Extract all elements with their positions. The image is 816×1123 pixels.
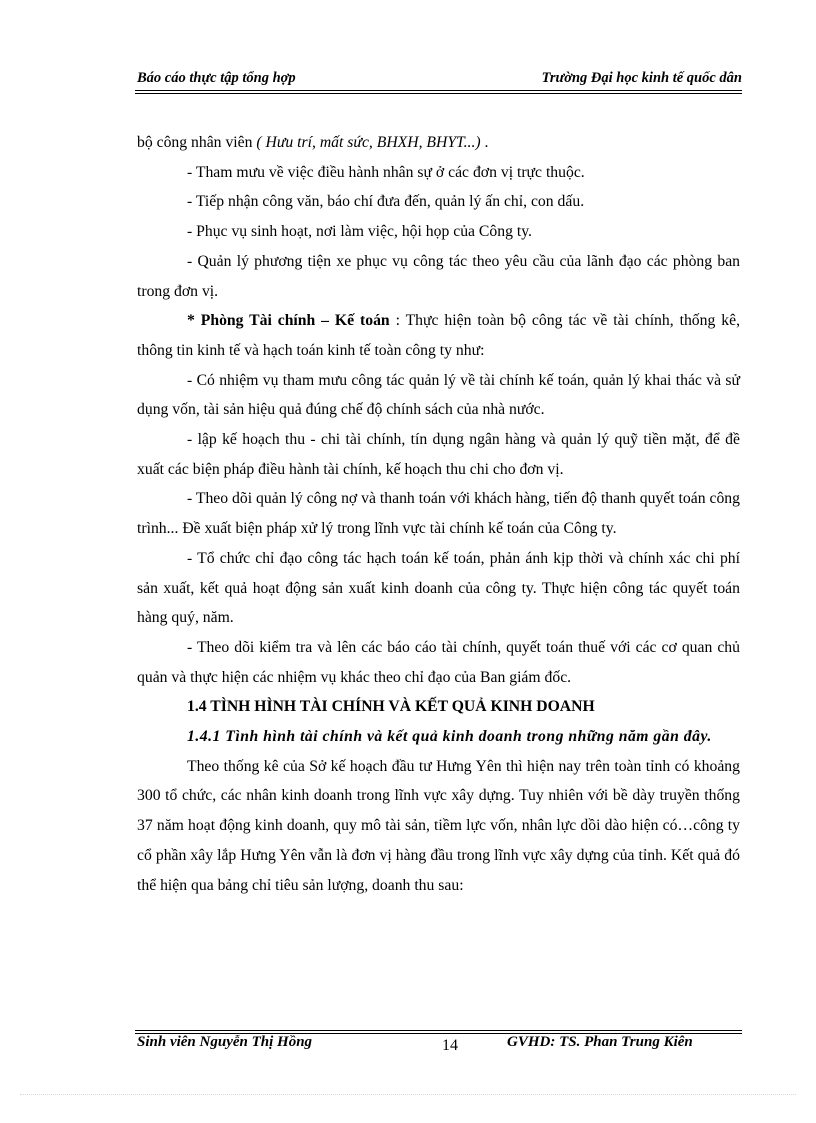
paragraph-text: . [480,134,489,151]
paragraph: - Theo dõi kiểm tra và lên các báo cáo tài chính, quyết toán thuế với các cơ quan chủ quản và thực hiện các nhiệm vụ khác theo chỉ đạo của Ban giám đốc. [137,638,740,686]
paragraph-italic-text: ( Hưu trí, mất sức, BHXH, BHYT...) [256,134,481,151]
page-footer [137,1034,742,1056]
paragraph: - Tiếp nhận công văn, báo chí đưa đến, quản lý ấn chỉ, con dấu. [187,193,585,211]
footer-student: Sinh viên Nguyễn Thị Hồng [137,1034,313,1050]
paragraph: - Tổ chức chỉ đạo công tác hạch toán kế toán, phản ánh kịp thời và chính xác chi phí sản xuất, kết quả hoạt động sản xuất kinh doanh của công ty. Thực hiện công tác quyết toán hàng quý, năm. [137,549,740,627]
footer-advisor: GVHD: TS. Phan Trung Kiên [507,1034,693,1050]
section-heading: 1.4 TÌNH HÌNH TÀI CHÍNH VÀ KẾT QUẢ KINH DOANH [187,698,595,716]
header-report-title: Báo cáo thực tập tổng hợp [137,70,296,86]
header-university: Trường Đại học kinh tế quốc dân [541,70,742,86]
paragraph-text: : Thực hiện toàn bộ công tác về tài chính, thống kê, thông tin kinh tế và hạch toán kinh tế toàn công ty như: [137,312,740,359]
paragraph: - Quản lý phương tiện xe phục vụ công tác theo yêu cầu của lãnh đạo các phòng ban trong đơn vị. [137,252,740,300]
page-number: 14 [442,1037,458,1054]
subsection-heading: 1.4.1 Tình hình tài chính và kết quả kinh doanh trong những năm gần đây. [187,728,712,746]
paragraph: - Theo dõi quản lý công nợ và thanh toán với khách hàng, tiến độ thanh quyết toán công trình... Đề xuất biện pháp xử lý trong lĩnh vực tài chính kế toán của Công ty. [137,490,740,538]
paragraph: - Có nhiệm vụ tham mưu công tác quản lý về tài chính kế toán, quản lý khai thác và sử dụng vốn, tài sản hiệu quả đúng chế độ chính sách của nhà nước. [137,371,740,419]
page-bottom-dotted-line [20,1094,796,1095]
paragraph: - lập kế hoạch thu - chi tài chính, tín dụng ngân hàng và quản lý quỹ tiền mặt, để đề xuất các biện pháp điều hành tài chính, kế hoạch thu chi cho đơn vị. [137,431,740,478]
header-rule [135,90,742,94]
document-body [137,128,740,900]
department-heading: * Phòng Tài chính – Kế toán [187,312,390,330]
paragraph-text: bộ công nhân viên [137,134,257,151]
paragraph [137,128,740,158]
paragraph: - Tham mưu về việc điều hành nhân sự ở các đơn vị trực thuộc. [187,163,585,181]
page-header [137,70,742,92]
paragraph [137,306,740,365]
paragraph: - Phục vụ sinh hoạt, nơi làm việc, hội họp của Công ty. [187,223,532,241]
paragraph: Theo thống kê của Sở kế hoạch đầu tư Hưng Yên thì hiện nay trên toàn tỉnh có khoảng 300 tổ chức, các nhân kinh doanh trong lĩnh vực xây dựng. Tuy nhiên với bề dày truyền thống 37 năm hoạt động kinh doanh, quy mô tài sản, tiềm lực vốn, nhân lực dồi dào hiện có…công ty cổ phần xây lắp Hưng Yên vẫn là đơn vị hàng đầu trong lĩnh vực xây dựng của tỉnh. Kết quả đó thể hiện qua bảng chỉ tiêu sản lượng, doanh thu sau: [137,757,740,894]
